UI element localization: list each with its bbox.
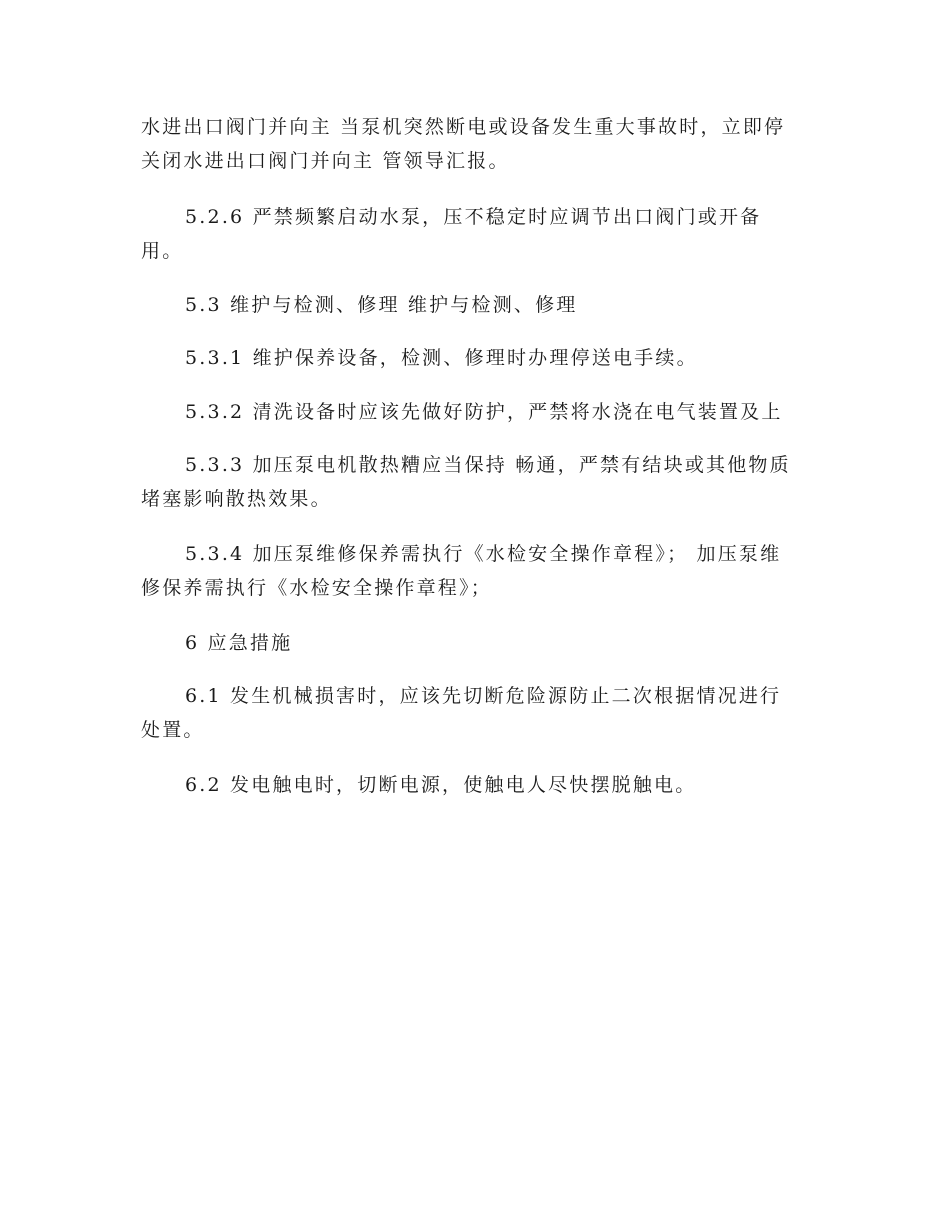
text-line: 5.3.1 维护保养设备，检测、修理时办理停送电手续。 bbox=[185, 347, 698, 369]
text-line: 5.3 维护与检测、修理 维护与检测、修理 bbox=[185, 294, 578, 316]
text-line: 关闭水进出口阀门并向主 管领导汇报。 bbox=[141, 150, 510, 172]
paragraph-5-2-5-continuation bbox=[141, 110, 811, 178]
text-line: 6.1 发生机械损害时，应该先切断危险源防止二次根据情况进行 bbox=[185, 685, 782, 707]
text-line: 修保养需执行《水检安全操作章程》； bbox=[141, 577, 492, 599]
paragraph-5-3-4 bbox=[141, 537, 811, 605]
text-line: 5.2.6 严禁频繁启动水泵，压不稳定时应调节出口阀门或开备 bbox=[185, 206, 762, 228]
text-line: 5.3.4 加压泵维修保养需执行《水检安全操作章程》； 加压泵维 bbox=[185, 543, 782, 565]
text-line: 处置。 bbox=[141, 719, 205, 741]
text-line: 5.3.2 清洗设备时应该先做好防护，严禁将水浇在电气装置及上 bbox=[185, 401, 783, 423]
paragraph-5-3-2 bbox=[141, 395, 811, 429]
paragraph-5-3-3 bbox=[141, 448, 811, 516]
paragraph-6-2 bbox=[141, 768, 811, 802]
text-line: 用。 bbox=[141, 240, 184, 262]
text-line: 5.3.3 加压泵电机散热糟应当保持 畅通，严禁有结块或其他物质 bbox=[185, 454, 791, 476]
text-line: 6.2 发电触电时，切断电源，使触电人尽快摆脱触电。 bbox=[185, 774, 697, 796]
paragraph-5-3-1 bbox=[141, 341, 811, 375]
text-line: 水进出口阀门并向主 当泵机突然断电或设备发生重大事故时，立即停 bbox=[141, 116, 786, 138]
text-line: 6 应急措施 bbox=[185, 632, 293, 654]
paragraph-5-2-6 bbox=[141, 200, 811, 268]
text-line: 堵塞影响散热效果。 bbox=[141, 488, 332, 510]
paragraph-6-heading bbox=[141, 626, 811, 660]
paragraph-6-1 bbox=[141, 679, 811, 747]
paragraph-5-3-heading bbox=[141, 288, 811, 322]
